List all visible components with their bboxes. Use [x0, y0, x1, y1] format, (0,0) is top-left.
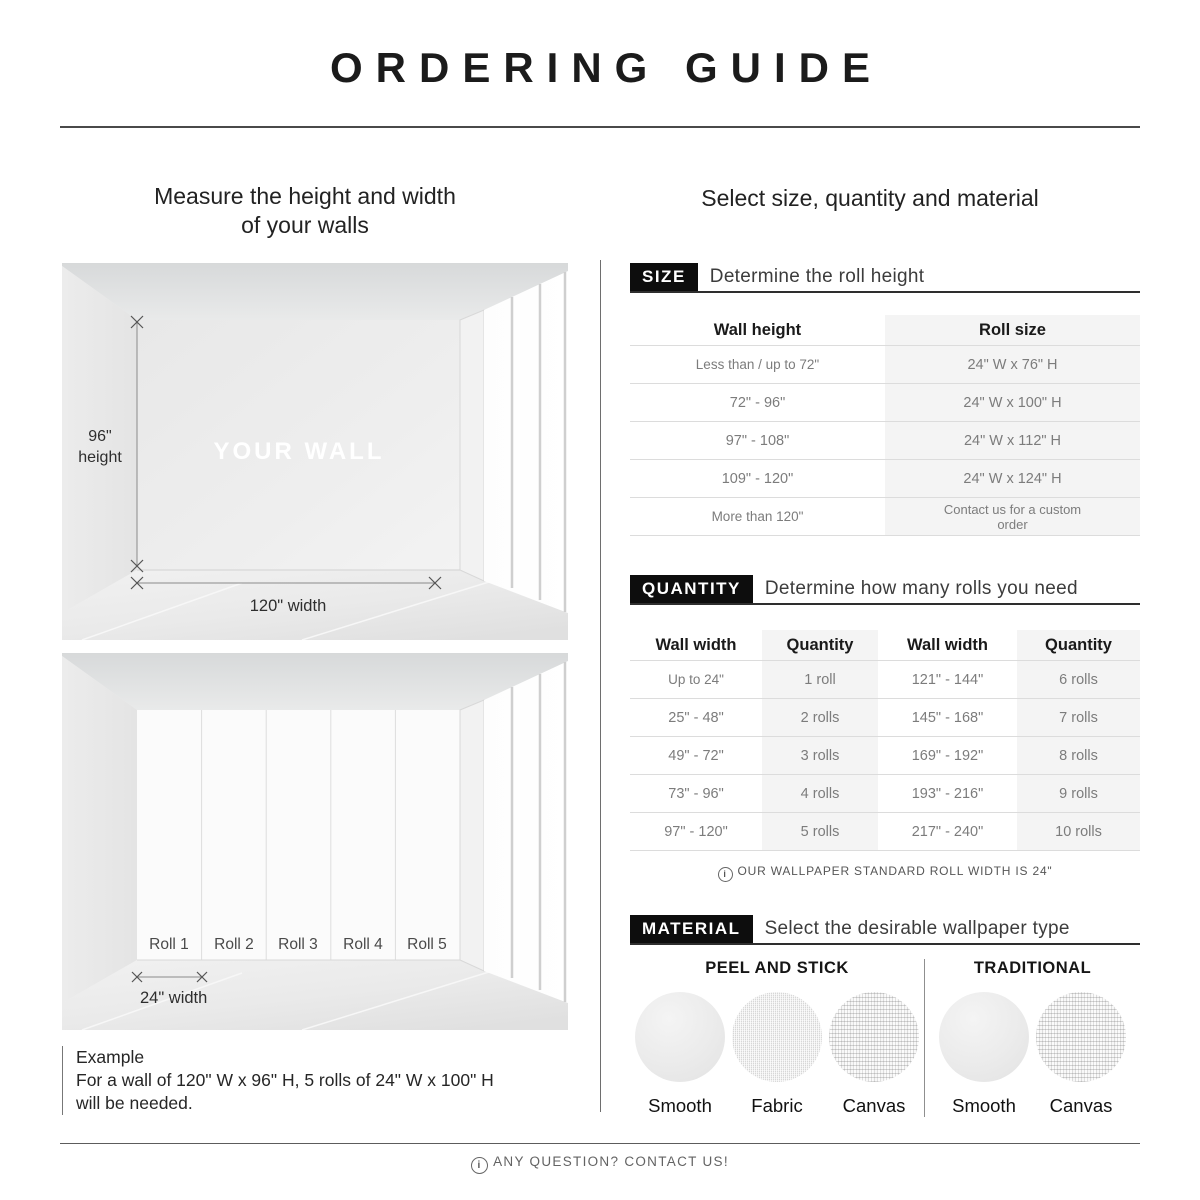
- smooth-texture-circle: [635, 992, 725, 1082]
- right-column-heading: Select size, quantity and material: [701, 185, 1039, 211]
- size-table-row: [630, 346, 1140, 384]
- swatch-label: Canvas: [1049, 1095, 1113, 1116]
- width-measure-label: 120" width: [249, 597, 327, 615]
- wall-width-cell: 73" - 96": [630, 775, 762, 813]
- window-pane: [484, 661, 568, 1003]
- roll-width-label: 24" width: [140, 989, 208, 1007]
- material-swatch-smooth: [635, 992, 725, 1117]
- swatch-label: Smooth: [648, 1095, 712, 1116]
- quantity-table: [630, 630, 1140, 851]
- material-subtitle: Select the desirable wallpaper type: [764, 918, 1070, 939]
- roll-size-cell: 24" W x 112" H: [885, 422, 1140, 460]
- wall-width-cell: Up to 24": [630, 661, 762, 699]
- smooth-texture-circle: [939, 992, 1029, 1082]
- size-table-row: [630, 460, 1140, 498]
- roll-width-note-text: OUR WALLPAPER STANDARD ROLL WIDTH IS 24": [737, 864, 1053, 878]
- room-illustration-rolls: [62, 653, 568, 1030]
- swatch-row: [925, 992, 1140, 1117]
- quantity-cell: 7 rolls: [1017, 699, 1140, 737]
- height-measure-value: 96": [88, 428, 112, 445]
- roll-size-cell: 24" W x 124" H: [885, 460, 1140, 498]
- wall-width-cell: 193" - 216": [878, 775, 1017, 813]
- material-group-peel-and-stick: [630, 959, 925, 1117]
- example-line2: will be needed.: [76, 1093, 193, 1113]
- material-badge: MATERIAL: [630, 915, 753, 943]
- wall-width-cell: 169" - 192": [878, 737, 1017, 775]
- quantity-header: Quantity: [1017, 630, 1140, 661]
- wall-height-cell: More than 120": [630, 498, 885, 536]
- quantity-table-header-row: [630, 630, 1140, 661]
- info-icon: i: [718, 867, 733, 882]
- material-group-title: TRADITIONAL: [973, 959, 1092, 977]
- material-groups: [630, 959, 1140, 1117]
- your-wall-label: YOUR WALL: [213, 438, 385, 465]
- example-title: Example: [76, 1047, 145, 1067]
- info-icon: i: [471, 1157, 488, 1174]
- room-illustration-measure: [62, 263, 568, 640]
- wall-width-cell: 97" - 120": [630, 813, 762, 851]
- quantity-table-row: [630, 813, 1140, 851]
- size-badge: SIZE: [630, 263, 698, 291]
- material-swatch-smooth: [939, 992, 1029, 1117]
- roll-label: Roll 2: [214, 936, 254, 953]
- size-table-row: [630, 498, 1140, 536]
- swatch-label: Canvas: [842, 1095, 906, 1116]
- quantity-cell: 9 rolls: [1017, 775, 1140, 813]
- swatch-label: Fabric: [751, 1095, 803, 1116]
- size-subtitle: Determine the roll height: [709, 266, 925, 287]
- column-divider: [600, 260, 601, 1112]
- roll-label: Roll 4: [343, 936, 383, 953]
- quantity-section: [630, 575, 1140, 882]
- wall-width-cell: 49" - 72": [630, 737, 762, 775]
- size-table-row: [630, 384, 1140, 422]
- wall-width-header: Wall width: [907, 635, 988, 654]
- wall-width-cell: 121" - 144": [878, 661, 1017, 699]
- top-divider: [60, 126, 1140, 128]
- swatch-row: [630, 992, 924, 1117]
- quantity-badge: QUANTITY: [630, 575, 753, 603]
- material-section: [630, 915, 1140, 1117]
- height-measure-word: height: [78, 449, 122, 466]
- quantity-cell: 2 rolls: [762, 699, 878, 737]
- quantity-cell: 6 rolls: [1017, 661, 1140, 699]
- canvas-texture-circle: [1036, 992, 1126, 1082]
- quantity-table-row: [630, 699, 1140, 737]
- window-frame-column: [460, 310, 484, 581]
- room-left-wall: [62, 656, 137, 1003]
- material-section-header: [630, 915, 1140, 945]
- wall-width-cell: 145" - 168": [878, 699, 1017, 737]
- roll-size-cell: 24" W x 76" H: [885, 346, 1140, 384]
- footer-divider: [60, 1143, 1140, 1144]
- roll-size-cell: [885, 498, 1140, 536]
- quantity-cell: 10 rolls: [1017, 813, 1140, 851]
- quantity-subtitle: Determine how many rolls you need: [764, 578, 1078, 599]
- quantity-cell: 8 rolls: [1017, 737, 1140, 775]
- window-frame-column: [460, 700, 484, 971]
- left-heading-line2: of your walls: [241, 212, 369, 238]
- roll-label: Roll 3: [278, 936, 318, 953]
- example-block: [62, 1046, 546, 1115]
- material-swatch-fabric: [732, 992, 822, 1117]
- canvas-texture-circle: [829, 992, 919, 1082]
- material-swatch-canvas: [829, 992, 919, 1117]
- page-title: ORDERING GUIDE: [329, 44, 884, 91]
- footer-note: [0, 1154, 1200, 1174]
- wall-height-cell: 72" - 96": [630, 384, 885, 422]
- quantity-cell: 3 rolls: [762, 737, 878, 775]
- wall-height-cell: 109" - 120": [630, 460, 885, 498]
- wall-height-cell: 97" - 108": [630, 422, 885, 460]
- wall-height-cell: Less than / up to 72": [630, 346, 885, 384]
- quantity-cell: 4 rolls: [762, 775, 878, 813]
- left-heading-line1: Measure the height and width: [154, 183, 456, 209]
- size-section-header: [630, 263, 1140, 293]
- size-table: [630, 315, 1140, 536]
- roll-size-header: Roll size: [885, 315, 1140, 346]
- footer-note-text: ANY QUESTION? CONTACT US!: [493, 1154, 729, 1169]
- example-line1: For a wall of 120" W x 96" H, 5 rolls of 24" W x 100" H: [76, 1070, 494, 1090]
- quantity-cell: 5 rolls: [762, 813, 878, 851]
- quantity-cell: 1 roll: [762, 661, 878, 699]
- wallpapered-wall: [137, 710, 460, 960]
- wall-width-cell: 25" - 48": [630, 699, 762, 737]
- size-table-header-row: [630, 315, 1140, 346]
- quantity-table-row: [630, 661, 1140, 699]
- swatch-label: Smooth: [952, 1095, 1016, 1116]
- window-pane: [484, 271, 568, 613]
- size-section: [630, 263, 1140, 536]
- roll-size-cell: 24" W x 100" H: [885, 384, 1140, 422]
- quantity-header: Quantity: [762, 630, 878, 661]
- wall-width-header: Wall width: [655, 635, 737, 654]
- fabric-texture-circle: [732, 992, 822, 1082]
- size-table-row: [630, 422, 1140, 460]
- material-group-title: PEEL AND STICK: [705, 959, 849, 977]
- material-group-traditional: [925, 959, 1140, 1117]
- left-column-heading: [62, 182, 548, 240]
- custom-order-note: Contact us for a custom order: [943, 501, 1082, 532]
- roll-label: Roll 5: [407, 936, 447, 953]
- roll-width-note: [630, 864, 1140, 882]
- wall-width-cell: 217" - 240": [878, 813, 1017, 851]
- quantity-section-header: [630, 575, 1140, 605]
- wall-height-header: Wall height: [713, 320, 802, 339]
- material-swatch-canvas: [1036, 992, 1126, 1117]
- quantity-table-row: [630, 737, 1140, 775]
- quantity-table-row: [630, 775, 1140, 813]
- roll-label: Roll 1: [149, 936, 189, 953]
